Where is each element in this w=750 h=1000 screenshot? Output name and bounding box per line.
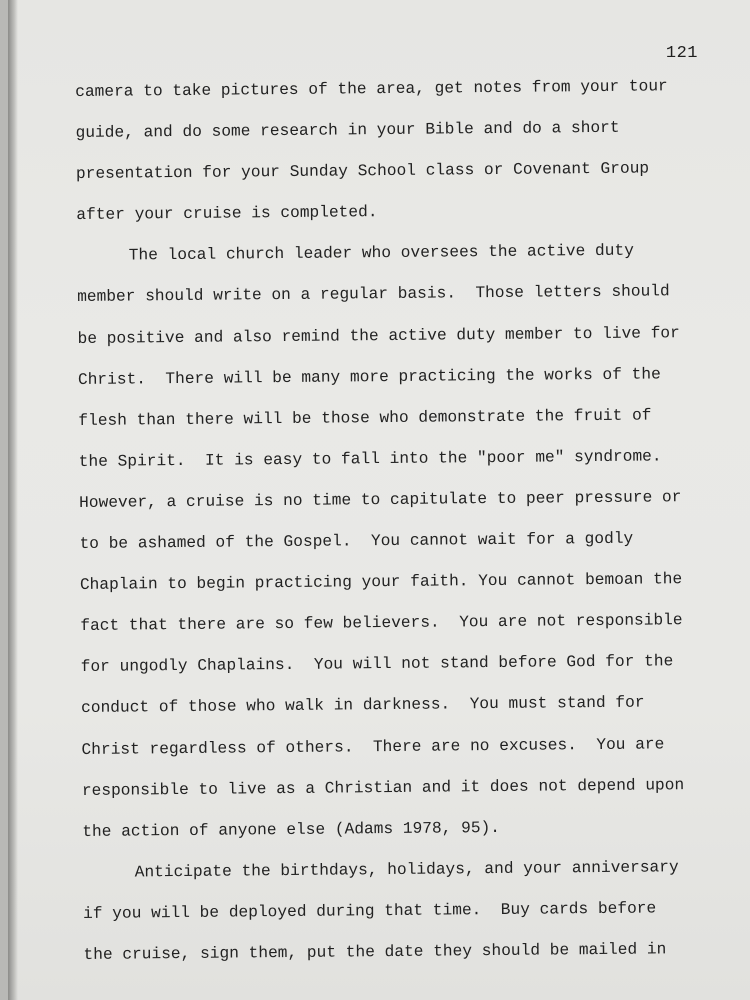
page-number: 121 [665,44,698,63]
text-line: responsible to live as a Christian and it does not depend upon [81,775,685,800]
text-line: for ungodly Chaplains. You will not stand before God for the [80,652,674,677]
text-line: flesh than there will be those who demonstrate the fruit of [78,406,652,430]
text-line: after your cruise is completed. [76,203,378,225]
document-page [8,0,750,1000]
text-line: be positive and also remind the active duty member to live for [77,323,680,348]
paragraph-start-line: Anticipate the birthdays, holidays, and your anniversary [134,858,679,882]
text-line: conduct of those who walk in darkness. You must stand for [81,693,645,718]
text-line: presentation for your Sunday School class or Covenant Group [75,159,650,184]
page-edge-shadow [8,0,18,1000]
text-line: fact that there are so few believers. You are not responsible [80,611,683,636]
text-line: Chaplain to begin practicing your faith. You cannot bemoan the [79,570,683,595]
text-line: if you will be deployed during that time. Buy cards before [82,899,657,923]
text-line: the cruise, sign them, put the date they should be mailed in [83,940,667,964]
text-line: guide, and do some research in your Bible and do a short [75,118,620,143]
text-line: the action of anyone else (Adams 1978, 95). [82,818,501,841]
text-line: Christ regardless of others. There are no excuses. You are [81,734,665,759]
paragraph-start-line: The local church leader who oversees the active duty [128,242,634,265]
text-line: However, a cruise is no time to capitulate to peer pressure or [79,488,682,512]
text-line: to be ashamed of the Gospel. You cannot wait for a godly [79,529,634,554]
text-line: member should write on a regular basis. Those letters should [77,282,670,307]
text-line: Christ. There will be many more practicing the works of the [77,365,661,389]
text-line: camera to take pictures of the area, get notes from your tour [75,77,668,101]
text-line: the Spirit. It is easy to fall into the "poor me" syndrome. [78,447,662,471]
body-text [75,66,744,976]
